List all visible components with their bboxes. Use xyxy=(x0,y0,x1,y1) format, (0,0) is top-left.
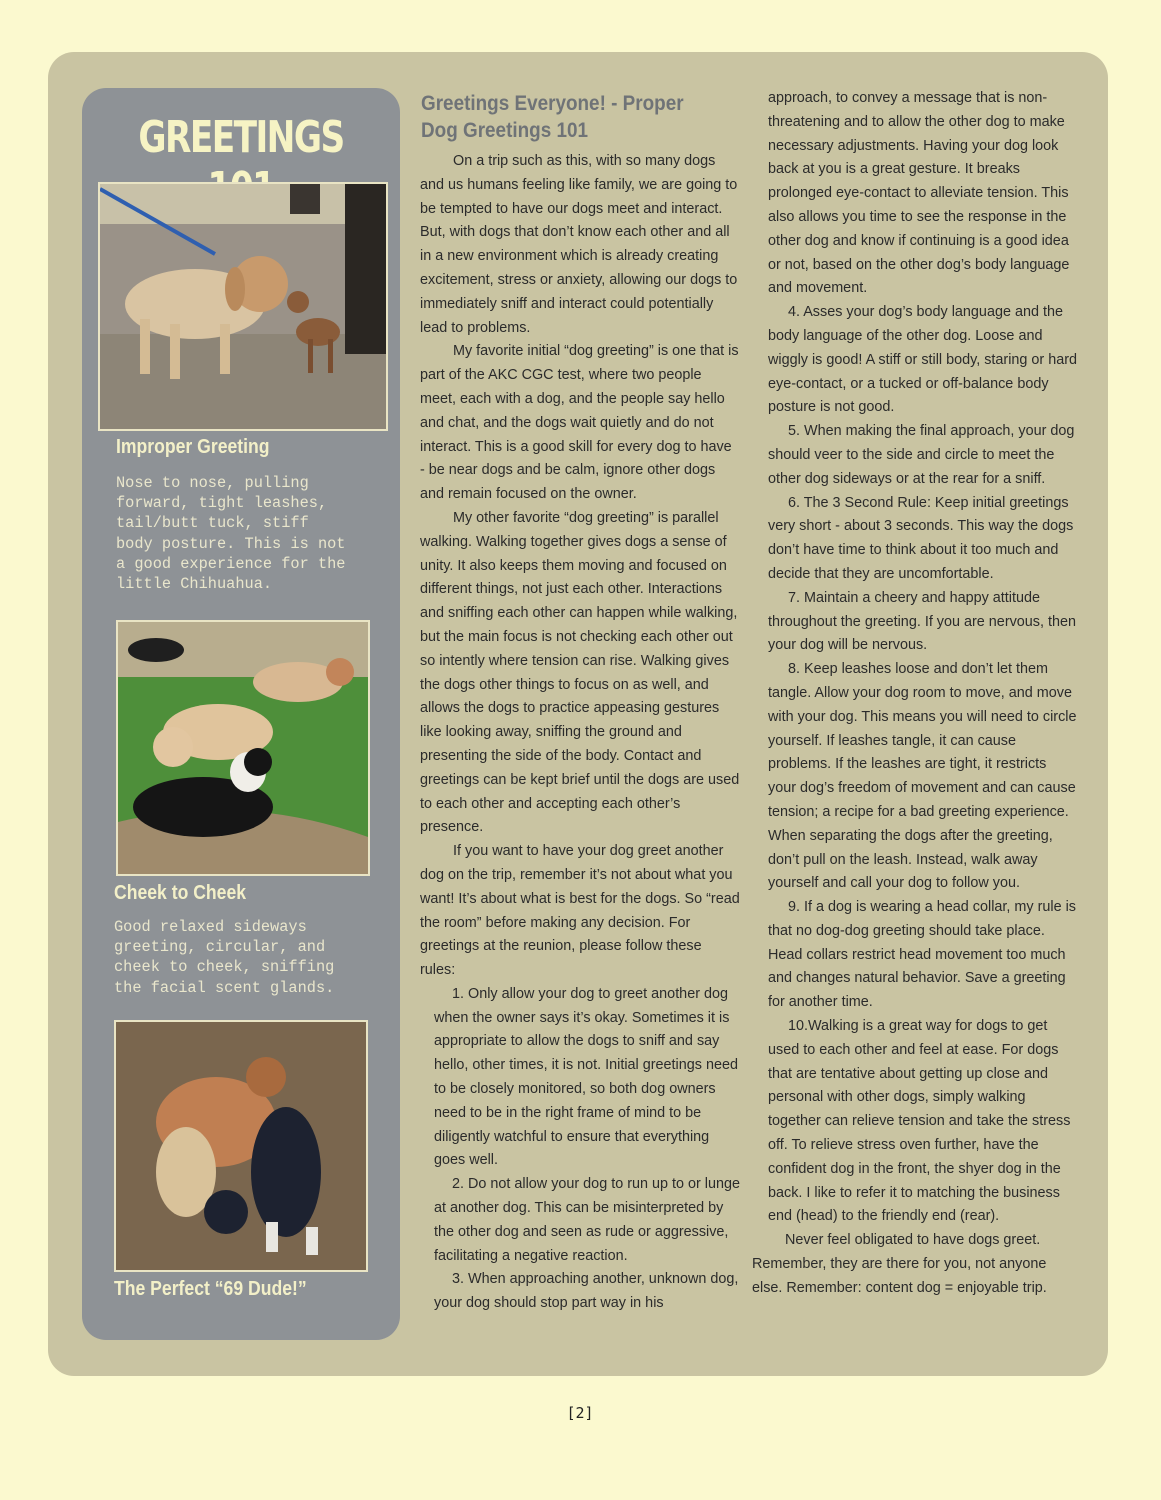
rule-item: 1. Only allow your dog to greet another dog when the owner says it’s okay. Sometimes it is appropriate to allow the dogs to sniff and say hello, other times, it is not. Initial greetings need to be closely monitored, so both dog owners need to be in the right frame of mind to be diligently watchful to ensure that everything goes well. xyxy=(434,985,738,1169)
caption-heading-2: Cheek to Cheek xyxy=(114,882,247,904)
paragraph: On a trip such as this, with so many dogs and us humans feeling like family, we are going to be tempted to have our dogs meet and interact. But, with dogs that don’t know each other and all in a new environment which is already creating excitement, stress or anxiety, allowing our dogs to immediately sniff and interact could potentially lead to problems. xyxy=(420,153,738,336)
paragraph: If you want to have your dog greet another dog on the trip, remember it’s not about what you want! It’s about what is best for the dogs. So “read the room” before making any decision. For greetings at the reunion, please follow these rules: xyxy=(420,843,740,979)
article-column-2 xyxy=(752,87,1078,1301)
article-title: Greetings Everyone! - Proper Dog Greetings 101 xyxy=(421,92,684,142)
rule-item: 10.Walking is a great way for dogs to get used to each other and feel at ease. For dogs that are tentative about getting up close and personal with other dogs, simply walking together can relieve tension and take the stress off. To relieve stress oven further, have the confident dog in the front, the shyer dog in the back. I like to refer it to matching the business end (head) to the friendly end (rear). xyxy=(768,1018,1071,1225)
dogs-nose-to-nose-photo xyxy=(98,182,388,431)
caption-text-2: Good relaxed sideways greeting, circular, and cheek to cheek, sniffing the facial scent glands. xyxy=(114,918,335,997)
dogs-sniffing-in-park-photo xyxy=(116,620,370,876)
closing-paragraph: Never feel obligated to have dogs greet. Remember, they are there for you, not anyone else. Remember: content dog = enjoyable trip. xyxy=(752,1232,1047,1296)
caption-heading-3: The Perfect “69 Dude!” xyxy=(114,1278,307,1300)
caption-heading-1: Improper Greeting xyxy=(116,436,270,458)
paragraph: My other favorite “dog greeting” is parallel walking. Walking together gives dogs a sense of unity. It also keeps them moving and focused on different things, not just each other. Interactions and sniffing each other can happen while walking, but the main focus is not checking each other out so intently where tension can rise. Walking gives the dogs other things to focus on as well, and allows the dogs to practice appeasing gestures like looking away, sniffing the ground and presenting the side of the body. Contact and greetings can be kept brief until the dogs are used to each other and accepting each other’s presence. xyxy=(420,509,740,836)
rule-item: 9. If a dog is wearing a head collar, my rule is that no dog-dog greeting should take place. Head collars restrict head movement too much and changes natural behavior. Save a greeting for another time. xyxy=(768,899,1076,1011)
paragraph: approach, to convey a message that is non-threatening and to allow the other dog to make necessary adjustments. Having your dog look back at you is a great gesture. It breaks prolonged eye-contact to alleviate tension. This also allows you time to see the response in the other dog and know if continuing is a good idea or not, based on the other dog’s body language and movement. xyxy=(768,90,1070,297)
photo-illustration-3 xyxy=(116,1022,366,1270)
paragraph: My favorite initial “dog greeting” is one that is part of the AKC CGC test, where two people meet, each with a dog, and the people say hello and chat, and the dogs wait quietly and do not interact. This is a good skill for every dog to have - be near dogs and be calm, ignore other dogs and remain focused on the owner. xyxy=(420,343,739,503)
dogs-circling-photo xyxy=(114,1020,368,1272)
rule-item: 5. When making the final approach, your dog should veer to the side and circle to meet the other dog sideways or at the rear for a sniff. xyxy=(768,423,1075,487)
page-number: [2] xyxy=(566,1404,594,1422)
rule-item: 8. Keep leashes loose and don’t let them tangle. Allow your dog room to move, and move with your dog. This means you will need to circle yourself. If leashes tangle, it can cause problems. If the leashes are tight, it restricts your dog’s freedom of movement and can cause tension; a recipe for a bad greeting experience. When separating the dogs after the greeting, don’t pull on the leash. Instead, walk away yourself and call your dog to follow you. xyxy=(768,661,1077,892)
article-column-1 xyxy=(420,150,740,1316)
rule-item: 4. Asses your dog’s body language and the body language of the other dog. Loose and wiggly is good! A stiff or still body, staring or hard eye-contact, or a tucked or off-balance body posture is not good. xyxy=(768,304,1078,416)
photo-illustration-2 xyxy=(118,622,368,874)
photo-illustration-1 xyxy=(100,184,386,429)
rule-item: 6. The 3 Second Rule: Keep initial greetings very short - about 3 seconds. This way the dogs don’t have time to think about it too much and decide that they are uncomfortable. xyxy=(768,494,1074,582)
rule-item: 7. Maintain a cheery and happy attitude throughout the greeting. If you are nervous, then your dog will be nervous. xyxy=(768,589,1077,654)
sidebar-title: GREETINGS xyxy=(138,112,344,163)
caption-text-1: Nose to nose, pulling forward, tight leashes, tail/butt tuck, stiff body posture. This is not a good experience for the little Chihuahua. xyxy=(116,474,346,594)
rule-item: 2. Do not allow your dog to run up to or lunge at another dog. This can be misinterpreted by the other dog and seen as rude or aggressive, facilitating a negative reaction. xyxy=(434,1176,740,1264)
rule-item: 3. When approaching another, unknown dog, your dog should stop part way in his xyxy=(434,1271,739,1312)
